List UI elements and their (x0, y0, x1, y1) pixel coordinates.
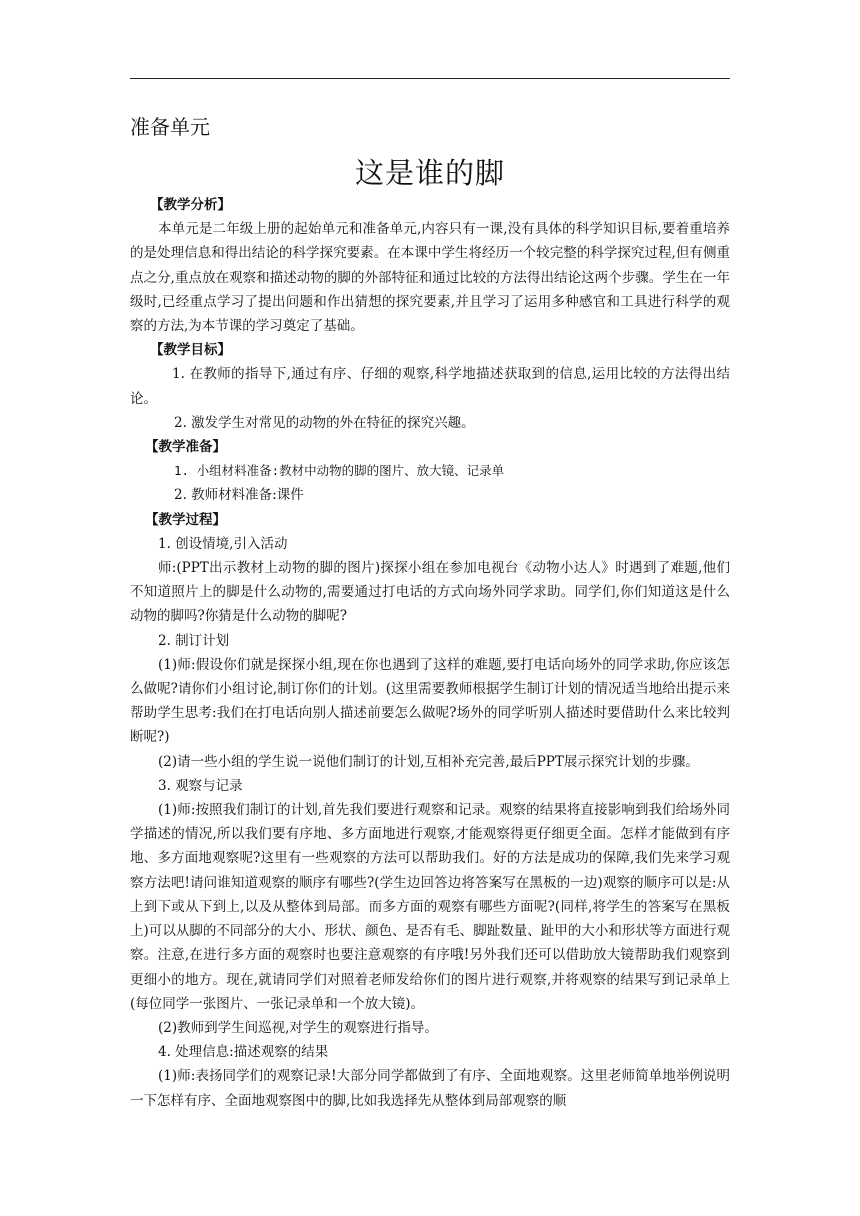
goal-item-1: 1. 在教师的指导下,通过有序、仔细的观察,科学地描述获取到的信息,运用比较的方法得出结论。 (130, 366, 730, 407)
step1-text: 师:(PPT出示教材上动物的脚的图片)探探小组在参加电视台《动物小达人》时遇到了难题,他们不知道照片上的脚是什么动物的,需要通过打电话的方式向场外同学求助。同学们,你们知道这是什么动物的脚吗?你猜是什么动物的脚呢? (130, 560, 730, 625)
unit-label: 准备单元 (130, 115, 210, 139)
section-heading-preparation: 【教学准备】 (145, 439, 226, 456)
section-heading-goals: 【教学目标】 (150, 342, 231, 359)
goal-item-2: 2. 激发学生对常见的动物的外在特征的探究兴趣。 (174, 414, 475, 431)
lesson-title: 这是谁的脚 (354, 156, 505, 190)
header-rule (130, 78, 730, 79)
step4-title: 4. 处理信息:描述观察的结果 (158, 1044, 329, 1061)
section-heading-process: 【教学过程】 (145, 511, 226, 528)
document-body (130, 193, 730, 1113)
step3-paragraph-2: (2)教师到学生间巡视,对学生的观察进行指导。 (158, 1019, 438, 1036)
step2-title: 2. 制订计划 (158, 632, 230, 649)
step2-paragraph-1: (1)师:假设你们就是探探小组,现在你也遇到了这样的难题,要打电话向场外的同学求助,你应该怎么做呢?请你们小组讨论,制订你们的计划。(这里需要教师根据学生制订计划的情况适当地给出提示来帮助学生思考:我们在打电话向别人描述前要怎么做呢?场外的同学听别人描述时要借助什么来比较判断呢?) (130, 656, 730, 746)
analysis-paragraph: 本单元是二年级上册的起始单元和准备单元,内容只有一课,没有具体的科学知识目标,要着重培养的是处理信息和得出结论的科学探究要素。在本课中学生将经历一个较完整的科学探究过程,但有侧重点之分,重点放在观察和描述动物的脚的外部特征和通过比较的方法得出结论这两个步骤。学生在一年级时,已经重点学习了提出问题和作出猜想的探究要素,并且学习了运用多种感官和工具进行科学的观察的方法,为本节课的学习奠定了基础。 (130, 221, 730, 335)
step3-title: 3. 观察与记录 (158, 777, 243, 794)
step3-paragraph-1: (1)师:按照我们制订的计划,首先我们要进行观察和记录。观察的结果将直接影响到我们给场外同学描述的情况,所以我们要有序地、多方面地进行观察,才能观察得更仔细更全面。怎样才能做到有序地、多方面地观察呢?这里有一些观察的方法可以帮助我们。好的方法是成功的保障,我们先来学习观察方法吧!请问谁知道观察的顺序有哪些?(学生边回答边将答案写在黑板的一边)观察的顺序可以是:从上到下或从下到上,以及从整体到局部。而多方面的观察有哪些方面呢?(同样,将学生的答案写在黑板上)可以从脚的不同部分的大小、形状、颜色、是否有毛、脚趾数量、趾甲的大小和形状等方面进行观察。注意,在进行多方面的观察时也要注意观察的有序哦!另外我们还可以借助放大镜帮助我们观察到更细小的地方。现在,就请同学们对照着老师发给你们的图片进行观察,并将观察的结果写到记录单上(每位同学一张图片、一张记录单和一个放大镜)。 (130, 802, 730, 1012)
section-heading-analysis: 【教学分析】 (150, 197, 231, 213)
step1-title: 1. 创设情境,引入活动 (158, 535, 288, 552)
preparation-item-1: 1. 小组材料准备:教材中动物的脚的图片、放大镜、记录单 (174, 463, 505, 479)
step2-paragraph-2: (2)请一些小组的学生说一说他们制订的计划,互相补充完善,最后PPT展示探究计划的步骤。 (158, 753, 699, 770)
preparation-item-2: 2. 教师材料准备:课件 (174, 487, 304, 504)
step4-paragraph-1: (1)师:表扬同学们的观察记录!大部分同学都做到了有序、全面地观察。这里老师简单地举例说明一下怎样有序、全面地观察图中的脚,比如我选择先从整体到局部观察的顺 (130, 1068, 730, 1109)
